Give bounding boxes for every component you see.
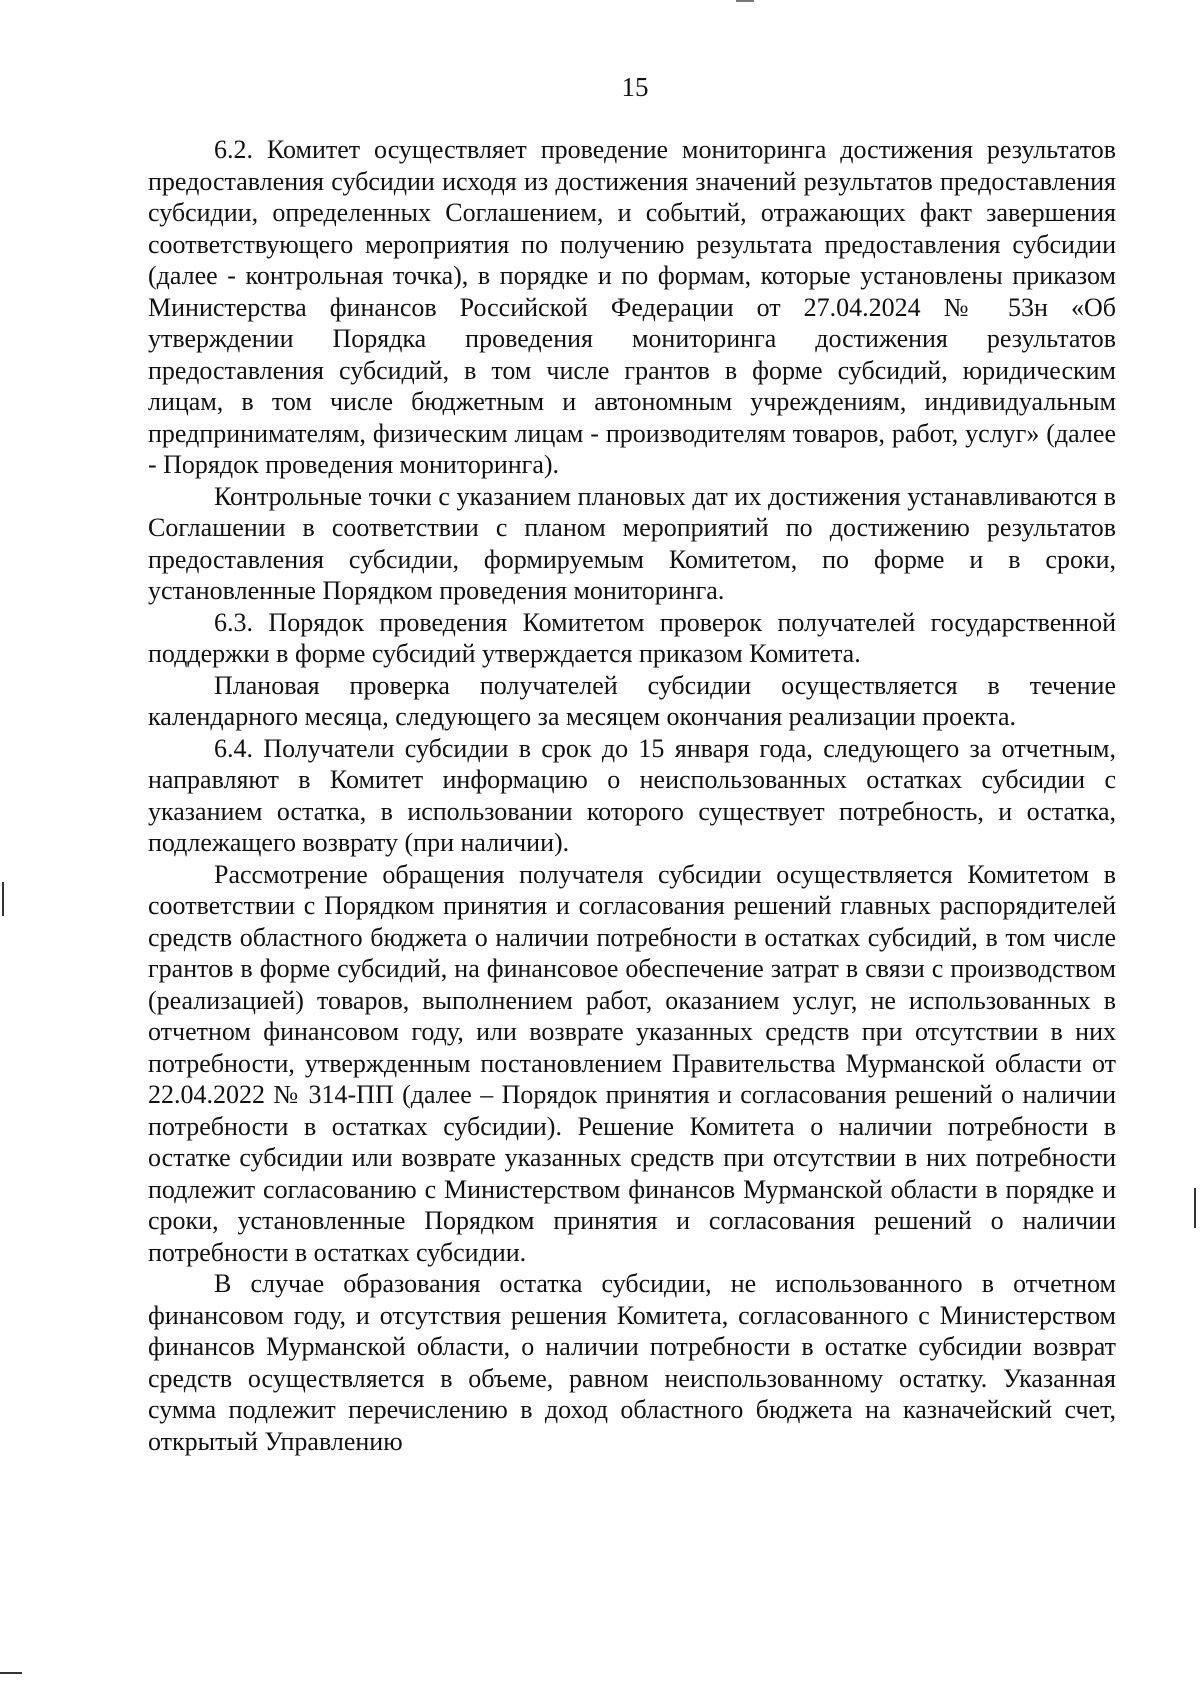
scan-edge-mark-right <box>1194 1188 1196 1228</box>
scan-edge-mark-bottom <box>0 1672 22 1674</box>
paragraph-control-points: Контрольные точки с указанием плановых дат их достижения устанавливаются в Соглашении в соответствии с планом мероприятий по достижению результатов предоставления субсидии, формируемым Комитетом, по форме и в сроки, установленные Порядком проведения мониторинга. <box>148 481 1116 605</box>
scan-edge-mark-top <box>736 0 754 2</box>
scan-edge-mark-left <box>2 882 4 916</box>
paragraph-remainder-return: В случае образования остатка субсидии, не использованного в отчетном финансовом году, и отсутствия решения Комитета, согласованного с Министерством финансов Мурманской области, о наличии потребности в остатке субсидии возврат средств осуществляется в объеме, равном неиспользованному остатку. Указанная сумма подлежит перечислению в доход областного бюджета на казначейский счет, открытый Управлению <box>148 1269 1116 1456</box>
paragraph-6-3: 6.3. Порядок проведения Комитетом проверок получателей государственной поддержки в форме субсидий утверждается приказом Комитета. <box>148 607 1116 668</box>
paragraph-6-4: 6.4. Получатели субсидии в срок до 15 января года, следующего за отчетным, направляют в Комитет информацию о неиспользованных остатках субсидии с указанием остатка, в использовании которого существует потребность, и остатка, подлежащего возврату (при наличии). <box>148 733 1116 857</box>
page-number: 15 <box>621 72 649 102</box>
paragraph-6-2: 6.2. Комитет осуществляет проведение мониторинга достижения результатов предоставления субсидии исходя из достижения значений результатов предоставления субсидии, определенных Соглашением, и событий, отражающих факт завершения соответствующего мероприятия по получению результата предоставления субсидии (далее - контрольная точка), в порядке и по формам, которые установлены приказом Министерства финансов Российской Федерации от 27.04.2024 № 53н «Об утверждении Порядка проведения мониторинга достижения результатов предоставления субсидий, в том числе грантов в форме субсидий, юридическим лицам, в том числе бюджетным и автономным учреждениям, индивидуальным предпринимателям, физическим лицам - производителям товаров, работ, услуг» (далее - Порядок проведения мониторинга). <box>148 135 1116 479</box>
paragraph-request-review: Рассмотрение обращения получателя субсидии осуществляется Комитетом в соответствии с Порядком принятия и согласования решений главных распорядителей средств областного бюджета о наличии потребности в остатках субсидий, в том числе грантов в форме субсидий, на финансовое обеспечение затрат в связи с производством (реализацией) товаров, выполнением работ, оказанием услуг, не использованных в отчетном финансовом году, или возврате указанных средств при отсутствии в них потребности, утвержденным постановлением Правительства Мурманской области от 22.04.2022 № 314-ПП (далее – Порядок принятия и согласования решений о наличии потребности в остатках субсидии). Решение Комитета о наличии потребности в остатке субсидии или возврате указанных средств при отсутствии в них потребности подлежит согласованию с Министерством финансов Мурманской области в порядке и сроки, установленные Порядком принятия и согласования решений о наличии потребности в остатках субсидии. <box>148 859 1116 1267</box>
document-body <box>148 134 1116 1457</box>
paragraph-planned-inspection: Плановая проверка получателей субсидии осуществляется в течение календарного месяца, следующего за месяцем окончания реализации проекта. <box>148 670 1116 731</box>
